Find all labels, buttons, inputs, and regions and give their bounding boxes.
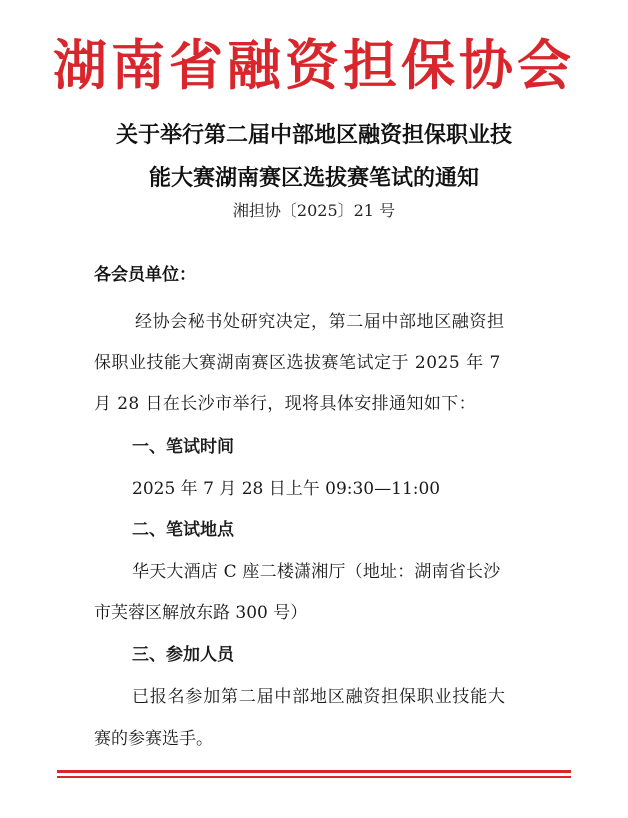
section-location-text-2: 市芙蓉区解放东路 300 号） bbox=[94, 603, 308, 623]
section-heading-participants: 三、参加人员 bbox=[132, 645, 234, 665]
footer-rule-thick bbox=[57, 770, 571, 773]
section-location-text-1: 华天大酒店 C 座二楼潇湘厅（地址：湖南省长沙 bbox=[132, 562, 501, 582]
section-participants-text-1: 已报名参加第二届中部地区融资担保职业技能大 bbox=[132, 687, 506, 707]
intro-line-2: 保职业技能大赛湖南赛区选拔赛笔试定于 2025 年 7 bbox=[94, 353, 501, 373]
intro-line-1: 经协会秘书处研究决定，第二届中部地区融资担 bbox=[135, 312, 505, 332]
footer-rule-thin bbox=[57, 776, 571, 778]
intro-line-3: 月 28 日在长沙市举行，现将具体安排通知如下： bbox=[94, 394, 477, 414]
organization-masthead: 湖南省融资担保协会 bbox=[53, 33, 575, 97]
section-time-text: 2025 年 7 月 28 日上午 09:30—11:00 bbox=[132, 479, 441, 499]
section-heading-time: 一、笔试时间 bbox=[132, 437, 234, 457]
section-participants-text-2: 赛的参赛选手。 bbox=[94, 729, 213, 749]
notice-title-line-1: 关于举行第二届中部地区融资担保职业技 bbox=[115, 122, 512, 148]
notice-title-line-2: 能大赛湖南赛区选拔赛笔试的通知 bbox=[148, 165, 479, 191]
section-heading-location: 二、笔试地点 bbox=[132, 520, 234, 540]
salutation: 各会员单位： bbox=[94, 265, 196, 285]
document-number: 湘担协〔2025〕21 号 bbox=[232, 201, 396, 220]
